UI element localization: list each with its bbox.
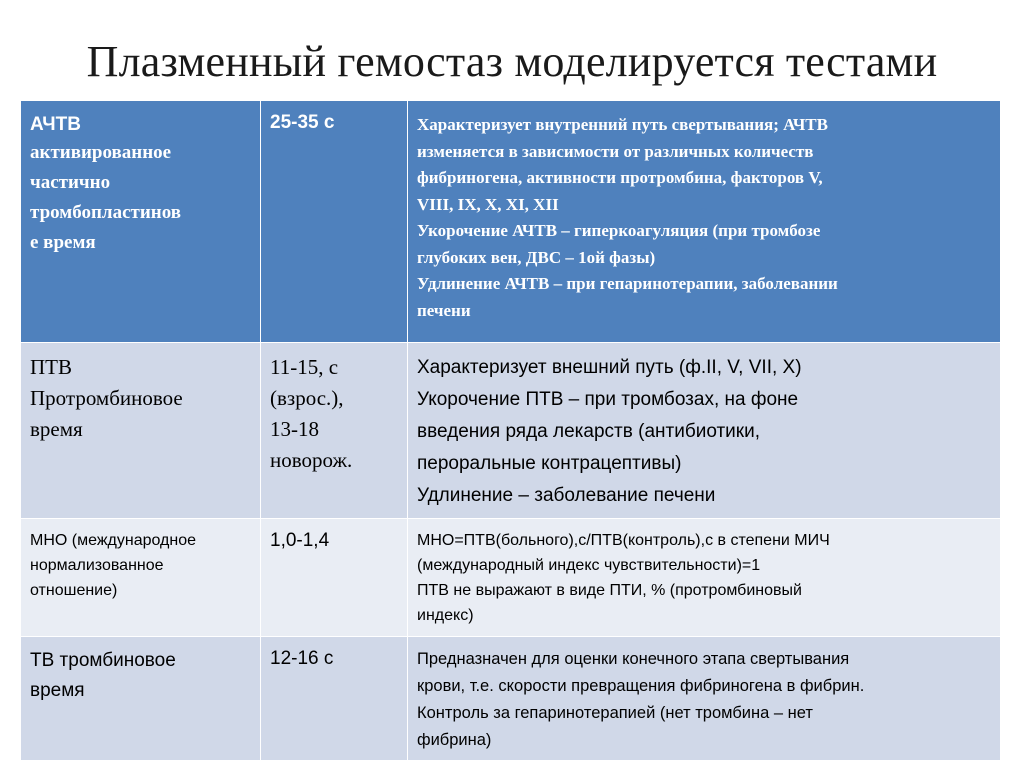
- reference-value-cell: [261, 519, 408, 637]
- test-name-line: время: [30, 680, 85, 701]
- table-row: [21, 343, 1001, 519]
- description-line: глубоких вен, ДВС – 1ой фазы): [417, 247, 656, 267]
- description-line: Удлинение АЧТВ – при гепаринотерапии, заболевании: [417, 274, 838, 293]
- test-name-line: ТВ тромбиновое: [30, 650, 176, 671]
- test-name-line: ПТВ: [30, 355, 72, 379]
- test-name-line: время: [30, 417, 83, 441]
- reference-value-line: 25-35 с: [270, 112, 335, 133]
- test-name-line: нормализованное: [30, 557, 164, 574]
- test-abbreviation: АЧТВ: [30, 114, 81, 135]
- test-name-line: отношение): [30, 582, 118, 599]
- description-line: Характеризует внешний путь (ф.II, V, VII, X): [417, 357, 802, 378]
- description-line: МНО=ПТВ(больного),с/ПТВ(контроль),с в степени МИЧ: [417, 532, 830, 549]
- hemostasis-tests-table: [20, 100, 1001, 761]
- description-cell: [408, 637, 1001, 761]
- test-name-line: МНО (международное: [30, 532, 197, 549]
- description-line: крови, т.е. скорости превращения фибриногена в фибрин.: [417, 677, 865, 695]
- description-line: Контроль за гепаринотерапией (нет тромбина – нет: [417, 704, 813, 722]
- reference-value-line: новорож.: [270, 448, 353, 472]
- description-line: (международный индекс чувствительности)=1: [417, 557, 761, 574]
- description-line: печени: [417, 300, 471, 320]
- description-line: Удлинение – заболевание печени: [417, 485, 716, 506]
- description-line: Характеризует внутренний путь свертывания; АЧТВ: [417, 115, 828, 134]
- description-line: изменяется в зависимости от различных количеств: [417, 141, 814, 161]
- description-line: ПТВ не выражают в виде ПТИ, % (протромбиновый: [417, 582, 802, 599]
- table-row: [21, 101, 1001, 343]
- test-name-line: е время: [30, 232, 96, 253]
- test-name-line: Протромбиновое: [30, 386, 183, 410]
- test-name-line: тромбопластинов: [30, 202, 182, 223]
- reference-value-line: (взрос.),: [270, 386, 344, 410]
- description-line: фибриногена, активности протромбина, факторов V,: [417, 168, 823, 187]
- table-row: [21, 519, 1001, 637]
- description-line: Предназначен для оценки конечного этапа свертывания: [417, 650, 850, 668]
- slide-title: Плазменный гемостаз моделируется тестами: [86, 37, 938, 86]
- reference-value-line: 11-15, с: [270, 355, 339, 379]
- description-line: Укорочение ПТВ – при тромбозах, на фоне: [417, 389, 799, 410]
- reference-value-line: 13-18: [270, 417, 319, 441]
- description-cell: [408, 519, 1001, 637]
- description-line: пероральные контрацептивы): [417, 453, 682, 474]
- test-name-cell: [21, 343, 261, 519]
- test-name-cell: [21, 101, 261, 343]
- reference-value-cell: [261, 637, 408, 761]
- reference-value-line: 1,0-1,4: [270, 530, 330, 551]
- table-row: [21, 637, 1001, 761]
- description-line: Укорочение АЧТВ – гиперкоагуляция (при тромбозе: [417, 221, 821, 240]
- description-line: VIII, IX, X, XI, XII: [417, 194, 559, 214]
- test-name-line: активированное: [30, 142, 172, 163]
- test-name-line: частично: [30, 172, 111, 193]
- reference-value-cell: [261, 343, 408, 519]
- description-cell: [408, 101, 1001, 343]
- description-line: введения ряда лекарств (антибиотики,: [417, 421, 760, 442]
- description-line: фибрина): [417, 731, 492, 749]
- test-name-cell: [21, 519, 261, 637]
- description-line: индекс): [417, 607, 474, 624]
- reference-value-cell: [261, 101, 408, 343]
- description-cell: [408, 343, 1001, 519]
- reference-value-line: 12-16 с: [270, 648, 334, 669]
- test-name-cell: [21, 637, 261, 761]
